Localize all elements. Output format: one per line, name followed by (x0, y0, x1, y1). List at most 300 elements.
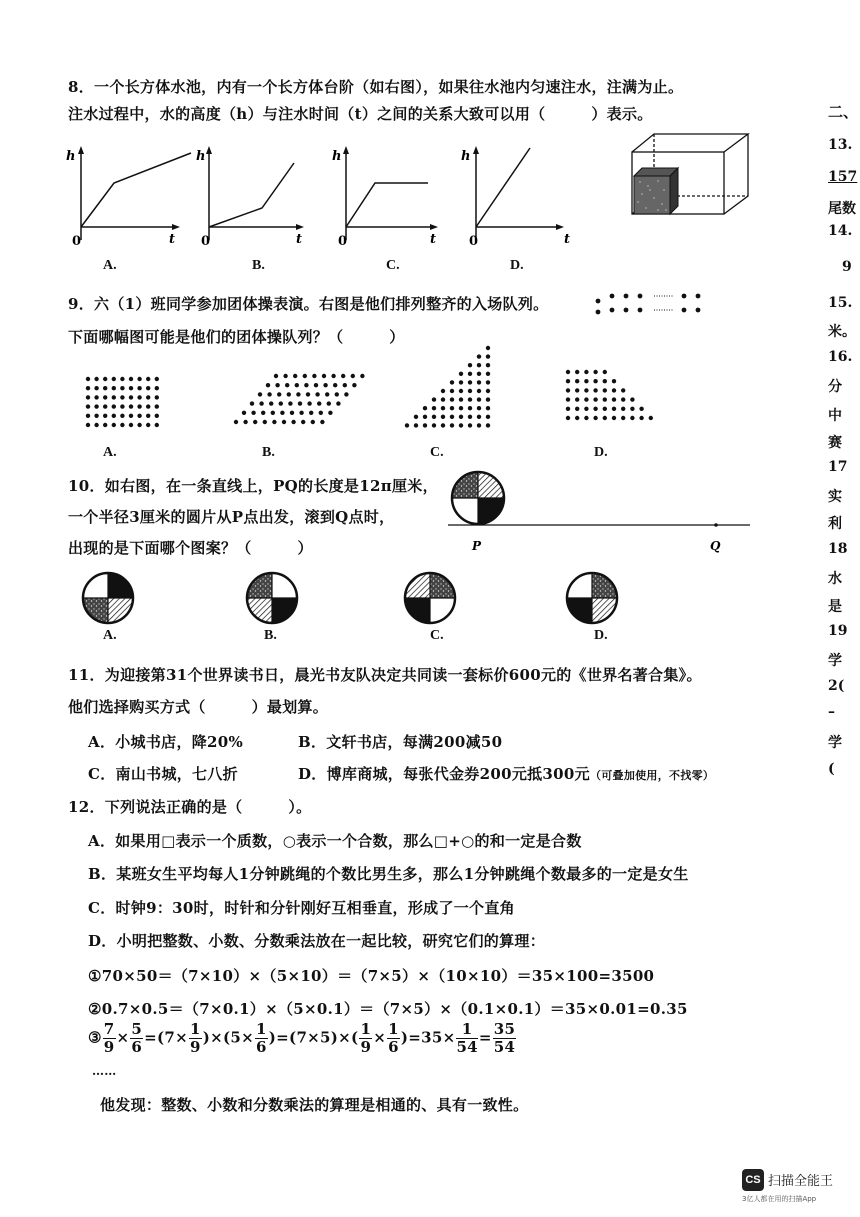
formation-c-dot (450, 397, 454, 401)
formation-a-dot (146, 404, 150, 408)
formation-c-dot (423, 415, 427, 419)
q10-option-d[interactable]: D. (594, 628, 608, 643)
formation-c-dot (405, 423, 409, 427)
formation-b-dot (283, 374, 287, 378)
formation-b-dot (306, 392, 310, 396)
formation-d-dot (575, 416, 579, 420)
formation-a-dot (120, 404, 124, 408)
formation-c-dot (459, 372, 463, 376)
q10-label-q: Q (710, 539, 721, 553)
q9-formation-d (564, 366, 674, 426)
right-col-9: 分 (828, 379, 842, 395)
formation-b-dot (287, 392, 291, 396)
formation-b-dot (279, 401, 283, 405)
formation-d-dot (593, 388, 597, 392)
formation-d-dot (575, 370, 579, 374)
formation-c-dot (468, 372, 472, 376)
formation-c-dot (432, 415, 436, 419)
formation-a-dot (103, 414, 107, 418)
formation-c-dot (441, 389, 445, 393)
formation-c-dot (432, 406, 436, 410)
formation-a-dot (86, 414, 90, 418)
formation-a-dot (155, 404, 159, 408)
q8-option-b[interactable]: B. (252, 258, 265, 273)
formation-d-dot (593, 407, 597, 411)
formation-a-dot (120, 423, 124, 427)
formation-d-dot (603, 370, 607, 374)
formation-c-dot (477, 406, 481, 410)
q11-option-b[interactable]: B．文轩书店，每满200减50 (298, 733, 503, 751)
right-col-13: 实 (828, 489, 842, 505)
formation-d-dot (575, 397, 579, 401)
formation-b-dot (319, 411, 323, 415)
formation-b-dot (299, 411, 303, 415)
right-col-12: 17 (828, 459, 848, 475)
formation-c-dot (477, 423, 481, 427)
formation-d-dot (621, 388, 625, 392)
formation-b-dot (336, 401, 340, 405)
formation-b-dot (277, 392, 281, 396)
formation-a-dot (120, 377, 124, 381)
formation-c-dot (468, 397, 472, 401)
formation-a-dot (120, 414, 124, 418)
formation-c-dot (450, 406, 454, 410)
formation-a-dot (155, 395, 159, 399)
q10-label-p: P (472, 539, 482, 553)
formation-c-dot (450, 389, 454, 393)
formation-a-dot (103, 386, 107, 390)
formation-a-dot (112, 386, 116, 390)
right-col-22: 学 (828, 735, 842, 751)
right-col-11: 赛 (828, 435, 842, 451)
q11-option-d-note: （可叠加使用，不找零） (589, 769, 715, 782)
formation-b-dot (311, 420, 315, 424)
q9-option-b[interactable]: B. (262, 445, 275, 460)
formation-b-dot (351, 374, 355, 378)
formation-b-dot (253, 420, 257, 424)
formation-c-dot (477, 372, 481, 376)
right-col-5: 9 (842, 259, 852, 275)
q8-graph-b (196, 145, 326, 255)
right-col-23: ( (828, 761, 835, 777)
q11-option-a[interactable]: A．小城书店，降20% (88, 733, 244, 751)
formation-a-dot (146, 423, 150, 427)
formation-d-dot (584, 379, 588, 383)
formation-d-dot (621, 407, 625, 411)
q8-option-d[interactable]: D. (510, 258, 524, 273)
q10-rolling-disc-figure (438, 470, 758, 555)
formation-b-dot (303, 374, 307, 378)
right-col-18: 19 (828, 623, 848, 639)
formation-d-dot (639, 407, 643, 411)
q8-graph-b-t-label: t (296, 232, 303, 247)
q12-option-b[interactable]: B．某班女生平均每人1分钟跳绳的个数比男生多，那么1分钟跳绳个数最多的一定是女生 (88, 865, 689, 883)
formation-a-dot (129, 414, 133, 418)
formation-c-dot (477, 354, 481, 358)
formation-b-dot (298, 401, 302, 405)
q8-graph-a-t-label: t (169, 232, 176, 247)
right-col-2: 157 (828, 169, 858, 185)
formation-a-dot (112, 423, 116, 427)
formation-a-dot (155, 386, 159, 390)
formation-b-dot (331, 374, 335, 378)
formation-b-dot (295, 383, 299, 387)
formation-b-dot (352, 383, 356, 387)
formation-d-dot (639, 416, 643, 420)
formation-c-dot (468, 380, 472, 384)
right-col-8: 16. (828, 349, 853, 365)
formation-a-dot (155, 414, 159, 418)
formation-d-dot (649, 416, 653, 420)
formation-d-dot (584, 407, 588, 411)
formation-a-dot (120, 395, 124, 399)
formation-b-dot (280, 411, 284, 415)
q10-text-line1: 10．如右图，在一条直线上，PQ的长度是12π厘米， (68, 477, 438, 495)
q8-graph-c-h-label: h (332, 149, 342, 164)
formation-c-dot (450, 380, 454, 384)
formation-b-dot (269, 401, 273, 405)
formation-d-dot (630, 397, 634, 401)
formation-d-dot (566, 397, 570, 401)
formation-a-dot (146, 386, 150, 390)
q8-graph-a-origin: 0 (72, 234, 82, 249)
q9-option-c[interactable]: C. (430, 445, 444, 460)
formation-c-dot (468, 406, 472, 410)
formation-b-dot (301, 420, 305, 424)
formation-d-dot (612, 388, 616, 392)
formation-b-dot (335, 392, 339, 396)
right-col-21: – (828, 704, 835, 720)
formation-c-dot (468, 363, 472, 367)
formation-b-dot (312, 374, 316, 378)
scanner-watermark (742, 1168, 842, 1203)
scanner-logo-tagline: 3亿人都在用的扫描App (742, 1195, 817, 1203)
formation-c-dot (477, 363, 481, 367)
formation-d-dot (593, 416, 597, 420)
formation-b-dot (267, 392, 271, 396)
formation-b-dot (242, 411, 246, 415)
formation-b-dot (288, 401, 292, 405)
q11-option-d[interactable] (298, 763, 714, 784)
formation-d-dot (584, 388, 588, 392)
formation-d-dot (575, 388, 579, 392)
formation-d-dot (593, 379, 597, 383)
q9-entrance-formation (592, 290, 712, 320)
formation-b-dot (333, 383, 337, 387)
formation-b-dot (320, 420, 324, 424)
q11-text-line2: 他们选择购买方式（ ）最划算。 (68, 698, 329, 716)
formation-c-dot (477, 380, 481, 384)
formation-a-dot (94, 423, 98, 427)
formation-c-dot (459, 415, 463, 419)
formation-c-dot (441, 397, 445, 401)
formation-b-dot (309, 411, 313, 415)
formation-d-dot (603, 407, 607, 411)
formation-a-dot (129, 386, 133, 390)
q10-disc-c (402, 570, 458, 626)
formation-b-dot (266, 383, 270, 387)
q10-disc-a (80, 570, 136, 626)
formation-c-dot (486, 406, 490, 410)
right-col-3: 尾数 (828, 201, 856, 217)
formation-d-dot (612, 397, 616, 401)
formation-c-dot (450, 415, 454, 419)
formation-b-dot (291, 420, 295, 424)
q10-disc-d (564, 570, 620, 626)
q12-conclusion: 他发现：整数、小数和分数乘法的算理是相通的、具有一致性。 (100, 1096, 529, 1114)
formation-a-dot (86, 377, 90, 381)
formation-b-dot (259, 401, 263, 405)
formation-b-dot (325, 392, 329, 396)
formation-a-dot (112, 377, 116, 381)
q8-graph-d-h-label: h (461, 149, 471, 164)
formation-a-dot (103, 423, 107, 427)
formation-a-dot (137, 386, 141, 390)
formation-a-dot (129, 423, 133, 427)
q10-disc-b (244, 570, 300, 626)
q11-option-c[interactable]: C．南山书城，七八折 (88, 765, 238, 783)
formation-a-dot (112, 404, 116, 408)
formation-d-dot (630, 416, 634, 420)
formation-c-dot (459, 380, 463, 384)
right-col-4: 14. (828, 223, 853, 239)
formation-a-dot (86, 423, 90, 427)
q9-formation-a (84, 373, 164, 433)
formation-d-dot (575, 407, 579, 411)
formation-a-dot (137, 404, 141, 408)
formation-d-dot (603, 397, 607, 401)
formation-a-dot (137, 414, 141, 418)
formation-c-dot (423, 423, 427, 427)
formation-b-dot (275, 383, 279, 387)
scanner-logo-icon: CS (742, 1169, 764, 1191)
formation-a-dot (129, 404, 133, 408)
q12-option-d[interactable]: D．小明把整数、小数、分数乘法放在一起比较，研究它们的算理： (88, 932, 546, 950)
formation-c-dot (432, 397, 436, 401)
formation-b-dot (296, 392, 300, 396)
q9-text-line2: 下面哪幅图可能是他们的团体操队列？（ ） (68, 328, 405, 346)
q8-graph-d-t-label: t (564, 232, 571, 247)
q8-option-a[interactable]: A. (103, 258, 117, 273)
formation-c-dot (468, 415, 472, 419)
formation-a-dot (86, 404, 90, 408)
q8-option-c[interactable]: C. (386, 258, 400, 273)
right-col-0: 二、 (828, 103, 859, 121)
formation-a-dot (103, 404, 107, 408)
formation-a-dot (129, 377, 133, 381)
formation-a-dot (112, 414, 116, 418)
formation-c-dot (441, 406, 445, 410)
q8-graph-c (330, 145, 460, 255)
formation-b-dot (285, 383, 289, 387)
q12-text-line1: 12．下列说法正确的是（ ）。 (68, 798, 312, 816)
formation-d-dot (566, 388, 570, 392)
formation-b-dot (282, 420, 286, 424)
formation-d-dot (621, 416, 625, 420)
formation-c-dot (486, 415, 490, 419)
formation-c-dot (468, 423, 472, 427)
right-col-17: 是 (828, 599, 842, 615)
formation-c-dot (486, 372, 490, 376)
formation-b-dot (274, 374, 278, 378)
formation-d-dot (612, 416, 616, 420)
formation-b-dot (261, 411, 265, 415)
q9-text-line1: 9．六（1）班同学参加团体操表演。右图是他们排列整齐的入场队列。 (68, 295, 549, 313)
formation-b-dot (293, 374, 297, 378)
right-col-14: 利 (828, 516, 842, 532)
formation-a-dot (86, 395, 90, 399)
formation-a-dot (146, 377, 150, 381)
formation-a-dot (94, 377, 98, 381)
formation-a-dot (94, 395, 98, 399)
q8-graph-b-origin: 0 (201, 234, 211, 249)
q8-graph-d-origin: 0 (469, 234, 479, 249)
formation-b-dot (315, 392, 319, 396)
right-col-10: 中 (828, 408, 842, 424)
formation-a-dot (137, 423, 141, 427)
pool-with-step-figure (628, 130, 753, 220)
formation-b-dot (360, 374, 364, 378)
formation-a-dot (129, 395, 133, 399)
formation-a-dot (94, 414, 98, 418)
formation-a-dot (120, 386, 124, 390)
formation-c-dot (477, 415, 481, 419)
q9-formation-b (232, 370, 377, 430)
formation-c-dot (459, 423, 463, 427)
formation-d-dot (575, 379, 579, 383)
q8-graph-b-h-label: h (196, 149, 206, 164)
formation-c-dot (477, 397, 481, 401)
formation-d-dot (612, 407, 616, 411)
q12-option-a[interactable]: A．如果用□表示一个质数，○表示一个合数，那么□+○的和一定是合数 (88, 832, 582, 850)
right-col-6: 15. (828, 295, 853, 311)
q12-equation-3: ③ $\frac{7}{9}$ × $\frac{5}{6}$ =(7× $\frac{1}{9}$ )×(5× $\frac{1}{6}$ )=(7×5)×( $\frac{1}{9}$ × $\frac{1}{6}$ )=35× $\frac{1}{54}$ = $\frac{35}{54}$ (88, 1020, 516, 1056)
formation-b-dot (258, 392, 262, 396)
formation-b-dot (234, 420, 238, 424)
formation-b-dot (317, 401, 321, 405)
formation-d-dot (566, 370, 570, 374)
formation-d-dot (630, 407, 634, 411)
formation-b-dot (304, 383, 308, 387)
formation-a-dot (94, 404, 98, 408)
formation-c-dot (459, 389, 463, 393)
q8-graph-c-origin: 0 (338, 234, 348, 249)
formation-b-dot (323, 383, 327, 387)
formation-c-dot (450, 423, 454, 427)
formation-c-dot (486, 389, 490, 393)
formation-b-dot (314, 383, 318, 387)
right-col-1: 13. (828, 137, 853, 153)
q8-text-line2: 注水过程中，水的高度（h）与注水时间（t）之间的关系大致可以用（ ）表示。 (68, 105, 653, 123)
q10-text-line3: 出现的是下面哪个图案？（ ） (68, 539, 313, 557)
formation-d-dot (603, 379, 607, 383)
formation-a-dot (146, 414, 150, 418)
formation-a-dot (137, 395, 141, 399)
formation-d-dot (584, 370, 588, 374)
formation-a-dot (112, 395, 116, 399)
formation-b-dot (327, 401, 331, 405)
q9-option-d[interactable]: D. (594, 445, 608, 460)
q8-text-line1: 8．一个长方体水池，内有一个长方体台阶（如右图），如果往水池内匀速注水，注满为止。 (68, 78, 684, 96)
q8-graph-d (460, 145, 590, 255)
q8-graph-c-t-label: t (430, 232, 437, 247)
formation-c-dot (486, 346, 490, 350)
formation-b-dot (343, 383, 347, 387)
q12-option-c[interactable]: C．时钟9：30时，时针和分针刚好互相垂直，形成了一个直角 (88, 899, 515, 917)
formation-c-dot (441, 415, 445, 419)
formation-c-dot (423, 406, 427, 410)
formation-c-dot (459, 397, 463, 401)
formation-a-dot (155, 377, 159, 381)
formation-d-dot (612, 379, 616, 383)
formation-c-dot (477, 389, 481, 393)
q8-graph-a (66, 145, 196, 255)
formation-d-dot (566, 379, 570, 383)
formation-a-dot (137, 377, 141, 381)
formation-d-dot (584, 416, 588, 420)
formation-c-dot (414, 415, 418, 419)
formation-d-dot (603, 416, 607, 420)
formation-c-dot (486, 380, 490, 384)
q8-graph-a-h-label: h (66, 149, 76, 164)
formation-c-dot (414, 423, 418, 427)
q11-option-d-text: D．博库商城，每张代金券200元抵300元 (298, 765, 590, 783)
formation-a-dot (86, 386, 90, 390)
formation-b-dot (243, 420, 247, 424)
q10-option-a[interactable]: A. (103, 628, 117, 643)
formation-a-dot (103, 395, 107, 399)
q11-text-line1: 11．为迎接第31个世界读书日，晨光书友队决定共同读一套标价600元的《世界名著合集》。 (68, 666, 702, 684)
formation-b-dot (251, 411, 255, 415)
q9-formation-c (398, 342, 498, 432)
formation-b-dot (322, 374, 326, 378)
formation-d-dot (593, 370, 597, 374)
q10-option-b[interactable]: B. (264, 628, 277, 643)
right-col-20: 2( (828, 678, 845, 694)
formation-c-dot (468, 389, 472, 393)
formation-a-dot (146, 395, 150, 399)
q12-equation-1: ①70×50＝（7×10）×（5×10）＝（7×5）×（10×10）＝35×100=3500 (88, 967, 655, 985)
formation-d-dot (566, 416, 570, 420)
q9-option-a[interactable]: A. (103, 445, 117, 460)
formation-b-dot (307, 401, 311, 405)
formation-a-dot (94, 386, 98, 390)
formation-b-dot (272, 420, 276, 424)
formation-b-dot (250, 401, 254, 405)
right-col-15: 18 (828, 541, 848, 557)
formation-d-dot (603, 388, 607, 392)
formation-c-dot (486, 397, 490, 401)
q10-option-c[interactable]: C. (430, 628, 444, 643)
q12-ellipsis: …… (92, 1064, 117, 1078)
formation-a-dot (103, 377, 107, 381)
formation-c-dot (486, 354, 490, 358)
formation-c-dot (441, 423, 445, 427)
formation-b-dot (341, 374, 345, 378)
formation-c-dot (486, 423, 490, 427)
formation-c-dot (486, 363, 490, 367)
q10-text-line2: 一个半径3厘米的圆片从P点出发，滚到Q点时， (68, 508, 395, 526)
right-col-16: 水 (828, 571, 842, 587)
formation-d-dot (566, 407, 570, 411)
right-col-19: 学 (828, 653, 842, 669)
right-col-7: 米。 (828, 324, 856, 340)
formation-d-dot (584, 397, 588, 401)
formation-d-dot (621, 397, 625, 401)
formation-b-dot (263, 420, 267, 424)
formation-c-dot (432, 423, 436, 427)
formation-d-dot (593, 397, 597, 401)
